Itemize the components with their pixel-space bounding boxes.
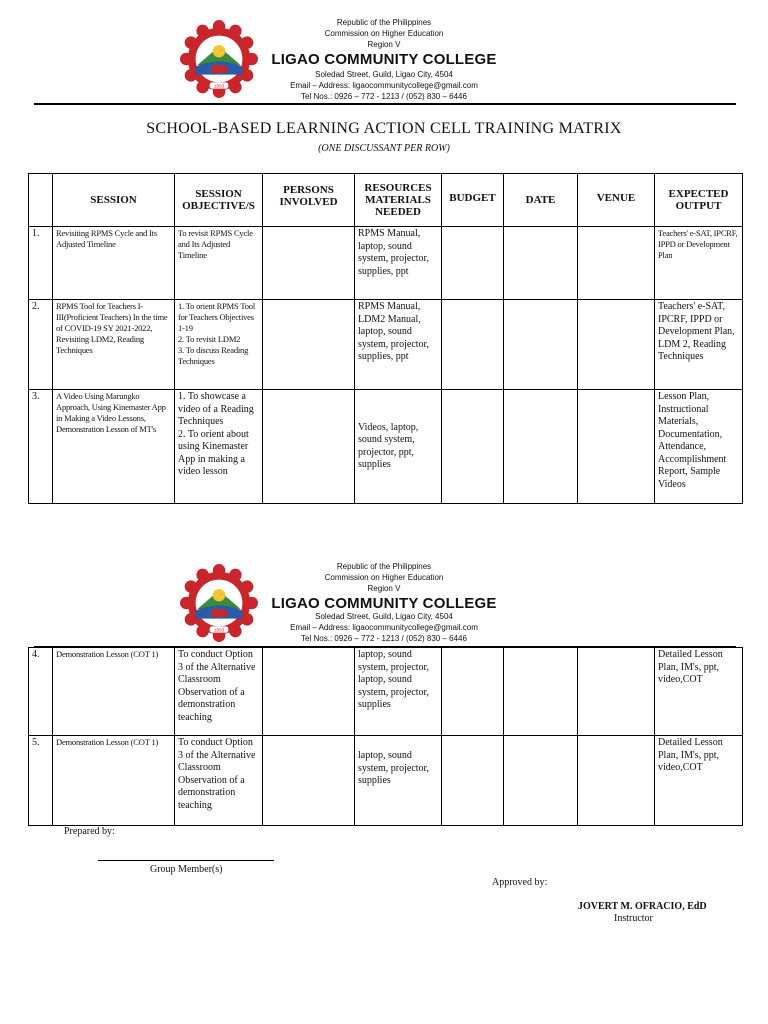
tel-line: Tel Nos.: 0926 – 772 - 1213 / (052) 830 – 6446 [301,634,467,643]
header-date: DATE [504,174,578,227]
row-num: 2. [29,300,53,390]
row-output: Detailed Lesson Plan, IM's, ppt, video,COT [655,648,743,736]
table-row [29,736,743,826]
approver-name: JOVERT M. OFRACIO, EdD [578,901,707,912]
table-row [29,227,743,300]
address-line: Soledad Street, Guild, Ligao City, 4504 [315,70,453,79]
signature-line [98,860,274,861]
commission-line: Commission on Higher Education [324,573,444,582]
header-divider [34,103,736,105]
row-resources: laptop, sound system, projector, supplies [355,736,442,826]
email-line: Email – Address: ligaocommunitycollege@gmail.com [290,81,478,90]
group-members-label: Group Member(s) [150,864,223,875]
row-resources: RPMS Manual, laptop, sound system, projector, supplies, ppt [355,227,442,300]
header-num [29,174,53,227]
address-line: Soledad Street, Guild, Ligao City, 4504 [315,612,453,621]
row-session: Demonstration Lesson (COT 1) [53,648,175,736]
row-session: Demonstration Lesson (COT 1) [53,736,175,826]
row-budget [442,300,504,390]
email-line: Email – Address: ligaocommunitycollege@gmail.com [290,623,478,632]
college-name: LIGAO COMMUNITY COLLEGE [271,595,497,612]
row-session: A Video Using Marungko Approach, Using Kinemaster App in Making a Video Lessons, Demonstration Lesson of MT's [53,390,175,504]
row-budget [442,736,504,826]
letterhead-bottom [0,558,768,648]
row-num: 5. [29,736,53,826]
seal-year: 1993 [213,83,225,89]
row-persons [263,300,355,390]
college-name: LIGAO COMMUNITY COLLEGE [271,51,497,68]
row-objective: 1. To orient RPMS Tool for Teachers Objectives 1-19 2. To revisit LDM2 3. To discuss Reading Techniques [175,300,263,390]
row-output: Detailed Lesson Plan, IM's, ppt, video,COT [655,736,743,826]
row-budget [442,648,504,736]
republic-line: Republic of the Philippines [336,562,432,571]
row-venue [578,227,655,300]
row-venue [578,736,655,826]
row-date [504,390,578,504]
tel-line: Tel Nos.: 0926 – 772 - 1213 / (052) 830 – 6446 [301,92,467,101]
row-objective: 1. To showcase a video of a Reading Techniques 2. To orient about using Kinemaster App in making a video lesson [175,390,263,504]
approver-title: Instructor [614,913,653,924]
table-header-row [29,174,743,227]
header-venue: VENUE [578,174,655,227]
header-persons: PERSONS INVOLVED [263,174,355,227]
prepared-by-label: Prepared by: [64,826,115,837]
row-persons [263,648,355,736]
page-subtitle: (ONE DISCUSSANT PER ROW) [318,143,450,154]
region-line: Region V [367,584,401,593]
republic-line: Republic of the Philippines [336,18,432,27]
row-objective: To revisit RPMS Cycle and Its Adjusted Timeline [175,227,263,300]
row-num: 1. [29,227,53,300]
table-row [29,300,743,390]
row-resources: RPMS Manual, LDM2 Manual, laptop, sound system, projector, supplies, ppt [355,300,442,390]
seal-year: 1993 [213,627,225,633]
header-session: SESSION [53,174,175,227]
page-title: SCHOOL-BASED LEARNING ACTION CELL TRAINING MATRIX [146,120,622,137]
approved-by-label: Approved by: [492,877,548,888]
row-date [504,300,578,390]
header-resources: RESOURCES MATERIALS NEEDED [355,174,442,227]
row-persons [263,227,355,300]
training-matrix-table-continued [28,647,743,826]
row-budget [442,390,504,504]
row-venue [578,390,655,504]
row-num: 3. [29,390,53,504]
header-budget: BUDGET [442,174,504,227]
row-resources: Videos, laptop, sound system, projector, ppt, supplies [355,390,442,504]
row-date [504,648,578,736]
row-output: Teachers' e-SAT, IPCRF, IPPD or Development Plan [655,227,743,300]
row-date [504,227,578,300]
row-output: Lesson Plan, Instructional Materials, Documentation, Attendance, Accomplishment Report, Sample Videos [655,390,743,504]
row-resources: laptop, sound system, projector, laptop, sound system, projector, supplies [355,648,442,736]
row-date [504,736,578,826]
row-num: 4. [29,648,53,736]
row-persons [263,736,355,826]
table-row [29,648,743,736]
training-matrix-table [28,173,743,504]
row-persons [263,390,355,504]
row-output: Teachers' e-SAT, IPCRF, IPPD or Development Plan, LDM 2, Reading Techniques [655,300,743,390]
row-venue [578,648,655,736]
row-session: RPMS Tool for Teachers I-III(Proficient Teachers) In the time of COVID-19 SY 2021-2022, Revisiting LDM2, Reading Techniques [53,300,175,390]
commission-line: Commission on Higher Education [324,29,444,38]
header-output: EXPECTED OUTPUT [655,174,743,227]
letterhead-top [0,14,768,104]
table-row [29,390,743,504]
row-session: Revisiting RPMS Cycle and Its Adjusted Timeline [53,227,175,300]
row-objective: To conduct Option 3 of the Alternative Classroom Observation of a demonstration teaching [175,736,263,826]
row-venue [578,300,655,390]
header-objective: SESSION OBJECTIVE/S [175,174,263,227]
row-budget [442,227,504,300]
region-line: Region V [367,40,401,49]
row-objective: To conduct Option 3 of the Alternative Classroom Observation of a demonstration teaching [175,648,263,736]
